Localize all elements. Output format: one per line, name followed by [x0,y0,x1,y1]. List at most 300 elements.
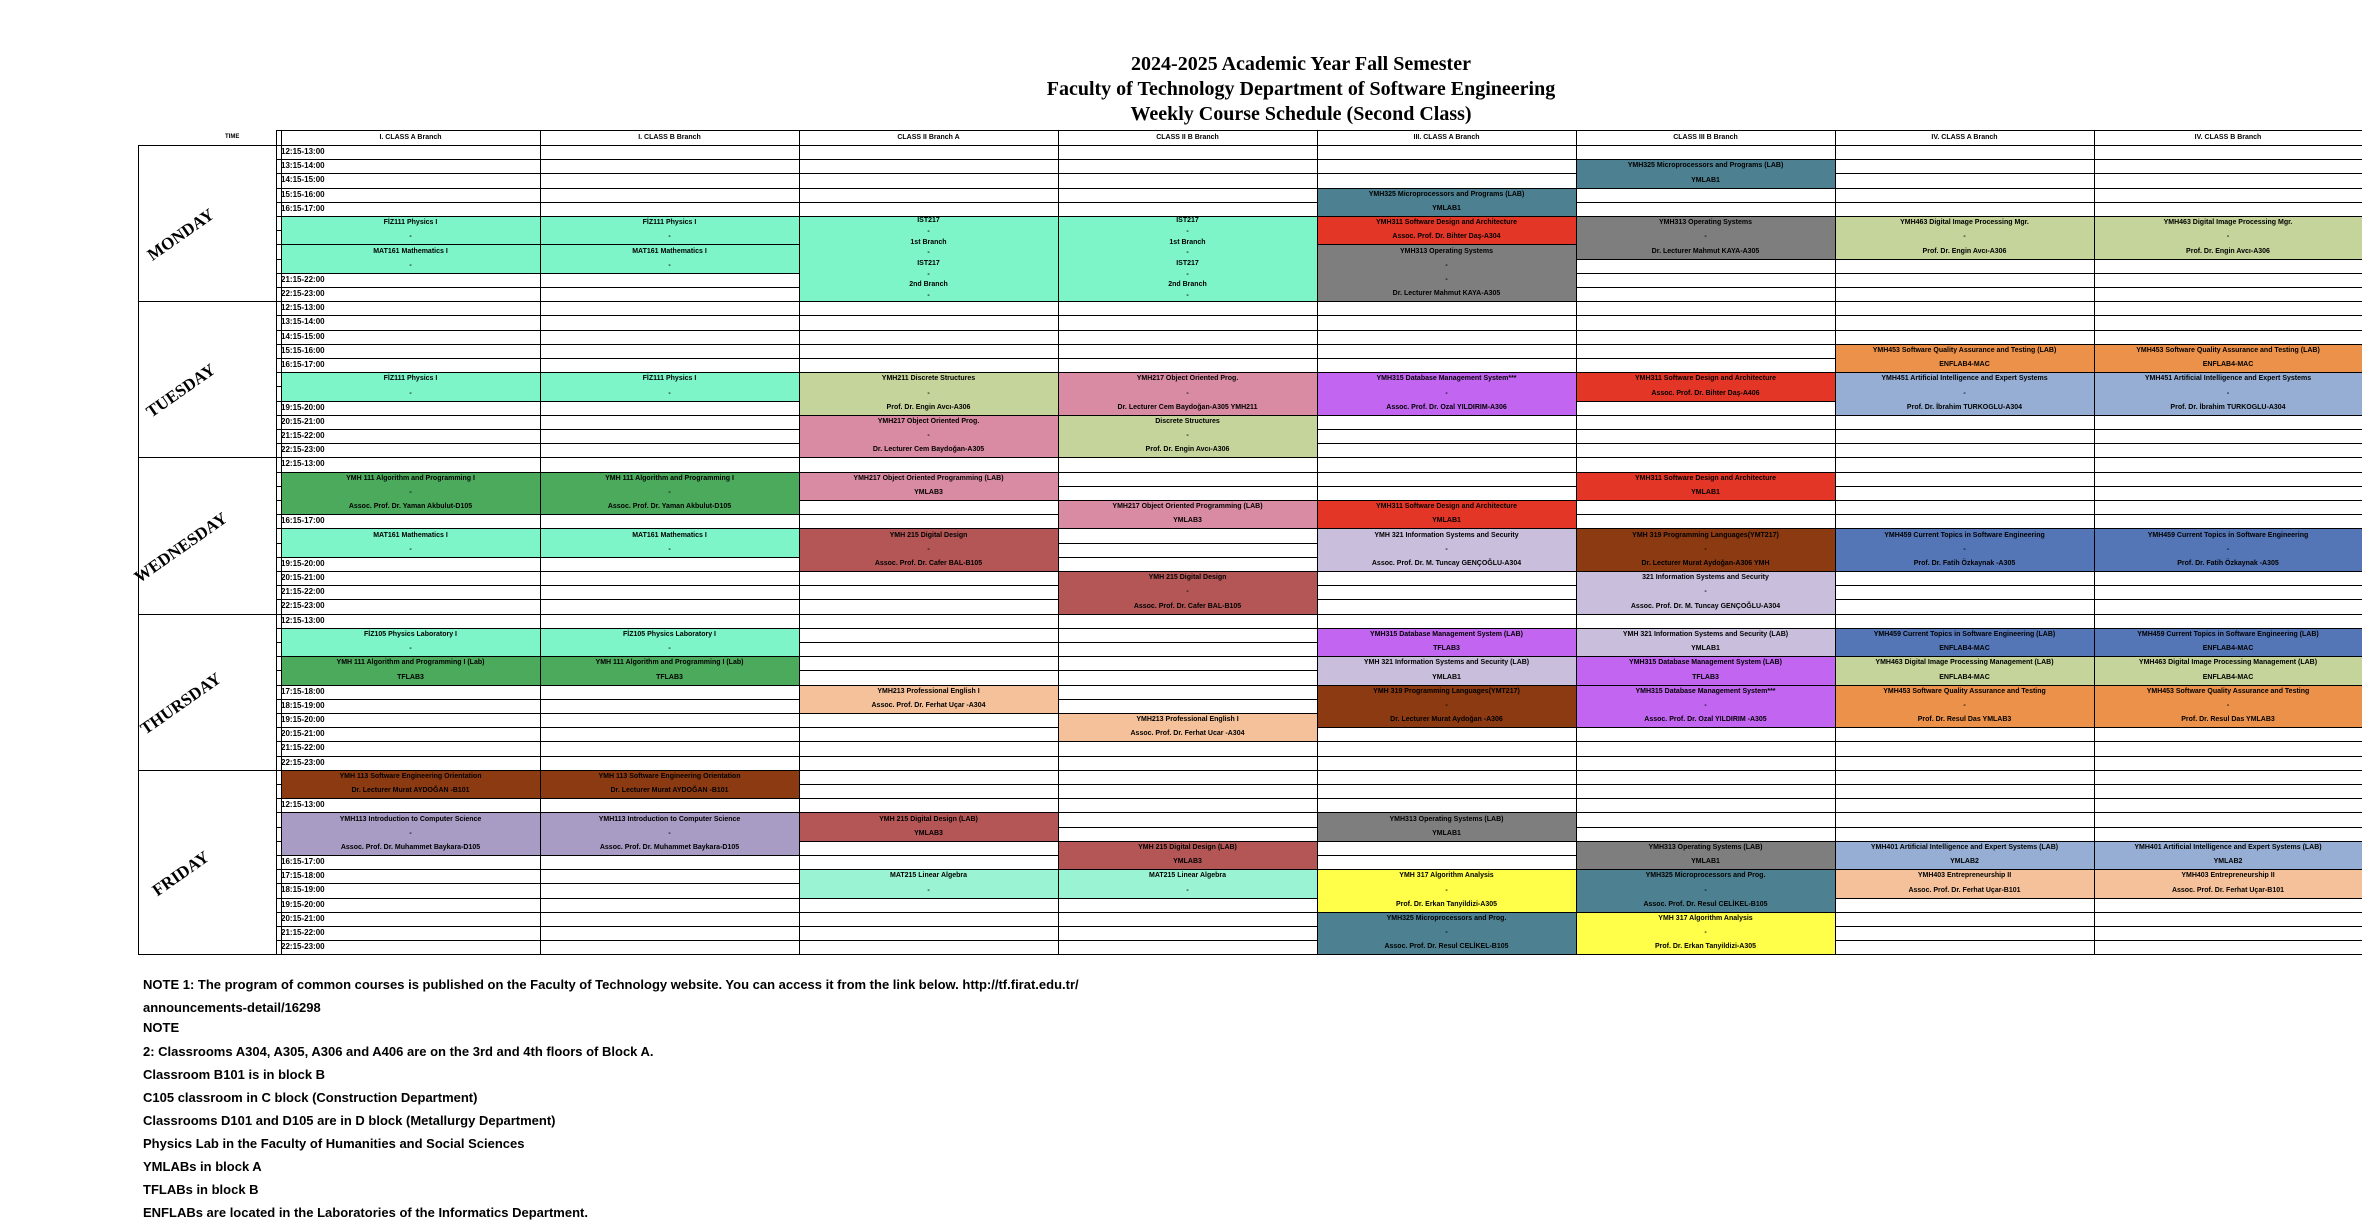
time-slot: 12:15-13:00 [281,800,325,810]
empty-cell [540,557,800,572]
empty-cell [799,855,1059,870]
course-line: Dr. Lecturer Mahmut KAYA-A305 [1651,247,1760,255]
empty-cell [799,159,1059,174]
empty-cell [1576,812,1836,827]
empty-cell [1317,457,1577,472]
course-line: YMH 317 Algorithm Analysis [1658,914,1753,922]
empty-cell [1576,727,1836,742]
course-line: YMH113 Introduction to Computer Science [598,815,741,823]
empty-cell [799,188,1059,203]
time-slot: 22:15-23:00 [281,601,325,611]
empty-cell [281,699,541,714]
empty-cell [1317,727,1577,742]
course-line: Dr. Lecturer Cem Baydoğan-A305 YMH211 [1117,403,1258,411]
empty-cell [799,741,1059,756]
time-slot: 19:15-20:00 [281,558,325,568]
course-line: YMLAB1 [1432,204,1461,212]
empty-cell [281,557,541,572]
empty-cell [540,685,800,700]
course-line: - [927,389,930,397]
time-slot: 16:15-17:00 [281,857,325,866]
empty-cell [2094,741,2362,756]
course-line: YMH463 Digital Image Processing Management (LAB) [2138,659,2318,667]
empty-cell [540,741,800,756]
time-slot: 20:15-21:00 [281,729,325,739]
course-line: Assoc. Prof. Dr. Ozal YILDIRIM-A306 [1386,403,1507,411]
empty-cell [2094,173,2362,188]
course-line: Assoc. Prof. Dr. Resul CELİKEL-B105 [1384,943,1509,951]
course-line: 2nd Branch [1168,281,1207,289]
time-slot: 15:15-16:00 [281,345,325,355]
empty-cell [1835,315,2095,330]
course-line: - [409,261,412,269]
course-line: - [1186,291,1189,299]
empty-cell [1835,940,2095,955]
empty-cell [281,514,541,529]
empty-cell [1058,656,1318,671]
time-slot: 19:15-20:00 [281,715,325,724]
course-line: Prof. Dr. Resul Das YMLAB3 [1917,716,2012,724]
empty-cell [799,301,1059,316]
empty-cell [1835,571,2095,586]
empty-cell [281,741,541,756]
empty-cell [1317,585,1577,600]
empty-cell [1317,472,1577,487]
empty-cell [1835,741,2095,756]
empty-cell [2094,415,2362,430]
empty-cell [540,401,800,416]
course-line: YMH459 Current Topics in Software Engineering [2147,531,2309,539]
empty-cell [540,315,800,330]
empty-cell [1058,926,1318,941]
day-label: THURSDAY [136,668,225,738]
empty-cell [1317,486,1577,501]
course-line: YMH401 Artificial Intelligence and Expert Systems (LAB) [2134,843,2322,851]
course-line: - [1186,389,1189,397]
course-line: YMH315 Database Management System (LAB) [1629,659,1782,667]
course-line: - [927,545,930,553]
empty-cell [281,926,541,941]
course-line: Assoc. Prof. Dr. Resul CELİKEL-B105 [1643,900,1768,908]
empty-cell [540,188,800,203]
time-slot: 16:15-17:00 [281,360,325,369]
empty-cell [2094,599,2362,614]
empty-cell [1835,912,2095,927]
empty-cell [2094,315,2362,330]
empty-cell [540,273,800,288]
empty-cell [1317,315,1577,330]
course-line: YMH325 Microprocessors and Prog. [1645,872,1766,880]
empty-cell [799,784,1059,799]
empty-cell [799,940,1059,955]
empty-cell [281,301,541,316]
time-slot: 12:15-13:00 [281,303,325,313]
empty-cell [281,713,541,728]
empty-cell [799,912,1059,927]
empty-cell [1835,486,2095,501]
empty-cell [1835,443,2095,458]
empty-cell [2094,188,2362,203]
empty-cell [1058,557,1318,572]
course-line: - [2226,545,2230,553]
empty-cell [1576,401,1836,416]
day-label: WEDNESDAY [130,508,231,587]
course-line: YMH 113 Software Engineering Orientation [339,772,482,780]
empty-cell [540,614,800,629]
time-slot: 15:15-16:00 [281,189,325,199]
empty-cell [1835,259,2095,274]
empty-cell [1576,457,1836,472]
course-line: ENFLAB4-MAC [1939,361,1990,369]
course-line: Prof. Dr. Fatih Özkaynak -A305 [2177,559,2279,567]
column-header: CLASS II B Branch [1156,134,1219,141]
course-line: - [927,291,930,299]
empty-cell [540,457,800,472]
course-line: YMH311 Software Design and Architecture [1376,503,1517,511]
empty-cell [1576,259,1836,274]
empty-cell [1835,330,2095,345]
course-line: - [2226,233,2230,241]
empty-cell [540,415,800,430]
empty-cell [1317,344,1577,359]
course-line: IST217 [917,217,940,225]
empty-cell [540,571,800,586]
empty-cell [2094,770,2362,785]
course-line: MAT161 Mathematics I [373,247,448,255]
course-line: - [668,233,671,241]
course-line: Assoc. Prof. Dr. Ferhat Uçar-B101 [2171,886,2285,894]
course-line: - [1186,588,1189,596]
empty-cell [799,926,1059,941]
course-line: - [2226,389,2230,397]
empty-cell [1576,443,1836,458]
course-line: Prof. Dr. Resul Das YMLAB3 [2181,716,2275,724]
empty-cell [1058,188,1318,203]
empty-cell [799,841,1059,856]
empty-cell [1317,614,1577,629]
column-header: CLASS III B Branch [1673,134,1738,141]
empty-cell [1835,756,2095,771]
course-line: YMH459 Current Topics in Software Engineering (LAB) [1873,630,2056,638]
empty-cell [1317,756,1577,771]
course-line: - [1445,545,1448,553]
course-line: FİZ105 Physics Laboratory I [623,630,716,638]
empty-cell [1058,472,1318,487]
empty-cell [2094,812,2362,827]
column-header: I. CLASS B Branch [638,134,701,141]
course-line: MAT161 Mathematics I [632,531,707,539]
empty-cell [281,315,541,330]
empty-cell [1835,188,2095,203]
course-line: IST217 [1176,217,1199,225]
empty-cell [2094,202,2362,217]
time-slot: 22:15-23:00 [281,757,325,767]
course-line: YMH 215 Digital Design [1148,574,1227,582]
empty-cell [1835,926,2095,941]
empty-cell [1835,500,2095,515]
empty-cell [1058,798,1318,813]
empty-cell [540,145,800,160]
empty-cell [2094,443,2362,458]
note-line: YMLABs in block A [143,1159,262,1174]
empty-cell [799,898,1059,913]
empty-cell [281,429,541,444]
empty-cell [799,585,1059,600]
course-line: YMLAB2 [2213,858,2243,866]
column-header: IV. CLASS B Branch [2194,134,2262,141]
note-line: Classroom B101 is in block B [143,1067,326,1082]
time-slot: 16:15-17:00 [281,203,325,213]
course-line: - [668,829,671,837]
course-line: YMLAB3 [1173,517,1202,525]
course-line: YMH217 Object Oriented Programming (LAB) [1112,503,1263,511]
empty-cell [540,429,800,444]
course-line: - [1963,701,1966,709]
time-slot: 18:15-19:00 [281,700,325,710]
empty-cell [799,173,1059,188]
empty-cell [2094,727,2362,742]
course-line: FİZ105 Physics Laboratory I [364,630,457,638]
empty-cell [2094,472,2362,487]
empty-cell [281,912,541,927]
course-line: YMH463 Digital Image Processing Mgr. [2163,219,2293,227]
day-label: TUESDAY [142,360,219,422]
empty-cell [1835,159,2095,174]
column-header: IV. CLASS A Branch [1931,134,1998,141]
empty-cell [1835,514,2095,529]
empty-cell [1058,670,1318,685]
course-line: MAT161 Mathematics I [632,247,707,255]
empty-cell [281,415,541,430]
empty-cell [1317,330,1577,345]
time-slot: 20:15-21:00 [281,416,325,426]
empty-cell [2094,585,2362,600]
course-line: Assoc. Prof. Dr. Bihter Daş-A304 [1392,233,1501,241]
empty-cell [1317,571,1577,586]
column-header: CLASS II Branch A [897,134,960,141]
time-slot: 17:15-18:00 [281,686,325,696]
empty-cell [1058,827,1318,842]
time-slot: 16:15-17:00 [281,516,325,526]
course-line: YMLAB1 [1691,488,1720,496]
time-slot: 20:15-21:00 [281,913,325,923]
empty-cell [2094,827,2362,842]
empty-cell [2094,330,2362,345]
course-line: FİZ111 Physics I [383,375,438,383]
empty-cell [1058,358,1318,373]
course-line: - [1445,275,1448,283]
time-slot: 12:15-13:00 [281,459,325,469]
empty-cell [1058,628,1318,643]
empty-cell [1058,528,1318,543]
time-slot: 22:15-23:00 [281,445,325,455]
empty-cell [281,287,541,302]
empty-cell [2094,500,2362,515]
course-line: ENFLAB4-MAC [2202,645,2254,653]
course-line: Prof. Dr. Erkan Tanyildizi-A305 [1395,900,1497,908]
course-line: Prof. Dr. Engin Avcı-A306 [1145,446,1230,454]
empty-cell [799,500,1059,515]
course-line: YMH 215 Digital Design (LAB) [1138,843,1237,851]
course-line: - [2226,701,2230,709]
empty-cell [1058,912,1318,927]
course-line: YMH453 Software Quality Assurance and Testing (LAB) [1872,346,2057,354]
course-line: FİZ111 Physics I [642,375,697,383]
course-line: TFLAB3 [1692,673,1719,681]
course-line: Assoc. Prof. Dr. Bihter Daş-A406 [1651,389,1760,397]
note-line: announcements-detail/16298 [143,1000,321,1015]
course-line: YMH403 Entrepreneurship II [1917,872,2012,880]
course-line: - [1186,432,1189,440]
empty-cell [540,940,800,955]
course-line: YMH213 Professional English I [877,687,980,695]
empty-cell [281,756,541,771]
time-slot: 22:15-23:00 [281,942,325,952]
course-line: YMH 111 Algorithm and Programming I (Lab) [336,659,485,667]
course-line: YMH313 Operating Systems (LAB) [1389,815,1504,823]
empty-cell [2094,940,2362,955]
empty-cell [1576,784,1836,799]
empty-cell [1058,741,1318,756]
empty-cell [540,756,800,771]
empty-cell [540,514,800,529]
empty-cell [1835,727,2095,742]
empty-cell [1576,741,1836,756]
course-line: YMH451 Artificial Intelligence and Expert Systems [1881,375,2048,383]
course-line: YMH 111 Algorithm and Programming I [605,474,734,482]
course-line: YMH211 Discrete Structures [881,375,976,383]
course-line: YMLAB1 [1432,673,1461,681]
empty-cell [1576,344,1836,359]
course-line: YMH459 Current Topics in Software Engineering [1884,531,2045,539]
course-line: TFLAB3 [397,673,424,681]
course-line: Prof. Dr. İbrahim TURKOGLU-A304 [1906,403,2023,411]
empty-cell [540,898,800,913]
empty-cell [1058,699,1318,714]
time-slot: 21:15-22:00 [281,274,325,284]
course-line: TFLAB3 [656,673,683,681]
empty-cell [1317,599,1577,614]
empty-cell [799,315,1059,330]
empty-cell [281,855,541,870]
time-header: TIME [225,134,240,140]
empty-cell [1576,301,1836,316]
empty-cell [281,188,541,203]
empty-cell [799,756,1059,771]
time-slot: 20:15-21:00 [281,573,325,582]
empty-cell [1058,614,1318,629]
empty-cell [540,330,800,345]
course-line: MAT161 Mathematics I [373,531,448,539]
time-slot: 17:15-18:00 [281,871,325,881]
empty-cell [1576,202,1836,217]
course-line: YMH325 Microprocessors and Prog. [1386,914,1507,922]
time-slot: 12:15-13:00 [281,147,325,156]
course-line: YMH315 Database Management System (LAB) [1370,630,1523,638]
course-line: YMH 321 Information Systems and Security [1374,531,1519,539]
course-line: YMH311 Software Design and Architecture [1376,219,1517,227]
empty-cell [1058,173,1318,188]
course-line: YMH 321 Information Systems and Security (LAB) [1622,630,1789,638]
empty-cell [1058,685,1318,700]
empty-cell [1058,457,1318,472]
course-line: Assoc. Prof. Dr. Cafer BAL-B105 [1133,602,1242,610]
title-line-2: Faculty of Technology Department of Software Engineering [1046,78,1556,100]
time-slot: 18:15-19:00 [281,885,325,895]
course-line: - [927,432,930,440]
empty-cell [2094,756,2362,771]
empty-cell [1317,301,1577,316]
empty-cell [1835,784,2095,799]
empty-cell [2094,514,2362,529]
note-line: Physics Lab in the Faculty of Humanities and Social Sciences [143,1136,525,1151]
empty-cell [1835,599,2095,614]
empty-cell [1576,514,1836,529]
course-line: MAT215 Linear Algebra [1148,872,1227,880]
empty-cell [1576,770,1836,785]
time-slot: 21:15-22:00 [281,587,325,597]
empty-cell [1317,770,1577,785]
course-line: Prof. Dr. Engin Avcı-A306 [1922,247,2007,255]
empty-cell [2094,273,2362,288]
empty-cell [1317,173,1577,188]
empty-cell [540,443,800,458]
course-line: - [1186,227,1189,235]
time-slot: 12:15-13:00 [281,615,325,625]
course-line: ENFLAB4-MAC [1939,645,1990,653]
empty-cell [1835,202,2095,217]
empty-cell [1058,770,1318,785]
empty-cell [1058,486,1318,501]
empty-cell [540,287,800,302]
empty-cell [281,273,541,288]
course-line: - [409,233,412,241]
empty-cell [540,926,800,941]
course-line: MAT215 Linear Algebra [889,872,968,880]
course-line: - [668,261,671,269]
empty-cell [1058,784,1318,799]
empty-cell [281,940,541,955]
empty-cell [281,202,541,217]
empty-cell [1835,898,2095,913]
empty-cell [281,869,541,884]
empty-cell [799,670,1059,685]
course-line: Dr. Lecturer Cem Baydoğan-A305 [872,446,985,454]
empty-cell [799,614,1059,629]
course-line: YMH 319 Programming Languages(YMT217) [1373,687,1520,695]
empty-cell [1058,330,1318,345]
empty-cell [1835,798,2095,813]
course-line: - [1186,249,1189,257]
course-line: - [1445,701,1448,709]
empty-cell [1058,344,1318,359]
empty-cell [281,443,541,458]
course-line: YMH453 Software Quality Assurance and Testing [1883,687,2046,695]
empty-cell [2094,429,2362,444]
day-label: MONDAY [143,204,218,265]
empty-cell [2094,457,2362,472]
empty-cell [799,457,1059,472]
empty-cell [540,599,800,614]
course-line: - [409,545,412,553]
course-line: YMH 321 Information Systems and Security (LAB) [1363,659,1530,667]
course-line: - [668,389,671,397]
course-line: YMLAB3 [1173,858,1202,866]
empty-cell [2094,926,2362,941]
empty-cell [799,713,1059,728]
empty-cell [1835,585,2095,600]
empty-cell [1317,443,1577,458]
